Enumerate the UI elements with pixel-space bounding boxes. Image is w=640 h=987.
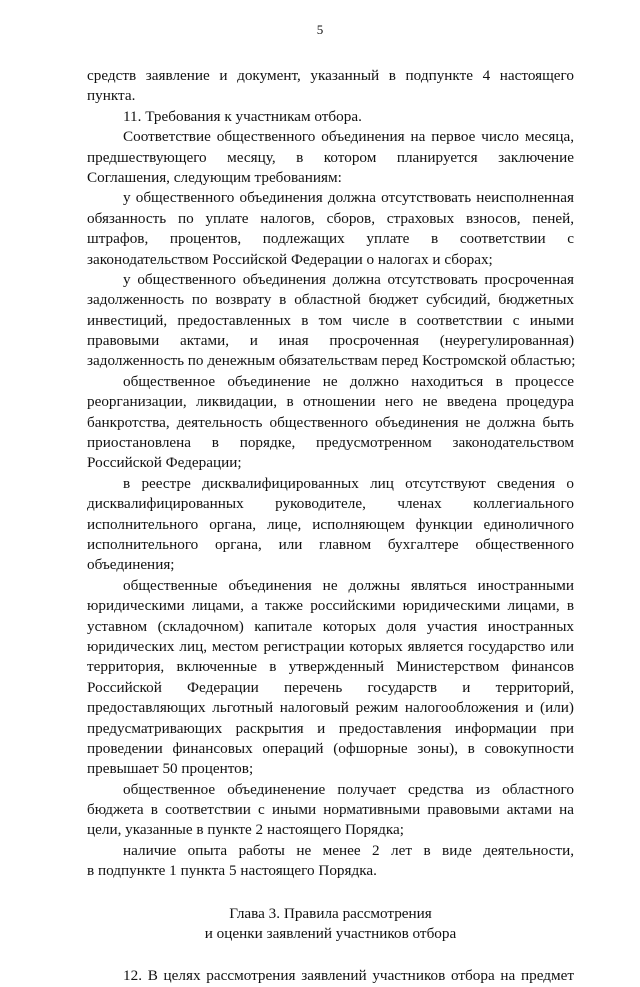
- paragraphs: [87, 66, 574, 882]
- text-line: юридических лиц, местом регистрации которых является государство или: [87, 637, 574, 655]
- text-line: Российской Федерации перечень государств и территорий,: [87, 678, 574, 696]
- text-line: Соответствие общественного объединения на первое число месяца,: [123, 128, 574, 146]
- text-line: средств заявление и документ, указанный в подпункте 4 настоящего: [87, 67, 574, 84]
- text-line: цели, указанные в пункте 2 настоящего Порядка;: [87, 821, 404, 839]
- text-line: предшествующего месяцу, в котором планируется заключение: [87, 148, 574, 166]
- text-line: задолженность по возврату в областной бюджет субсидий, бюджетных: [87, 291, 574, 309]
- text-line: приостановлена в порядке, предусмотренном законодательством: [87, 434, 574, 452]
- text-line: банкротства, деятельность общественного объединения не должна быть: [87, 413, 574, 431]
- text-line: у общественного объединения должна отсутствовать неисполненная: [123, 189, 574, 207]
- document-body: [87, 66, 574, 987]
- page-number: 5: [316, 22, 324, 37]
- text-line: бюджета в соответствии с иными нормативными правовыми актами на: [87, 801, 574, 819]
- text-line: общественные объединения не должны являться иностранными: [123, 576, 574, 594]
- text-line: законодательством Российской Федерации о налогах и сборах;: [87, 250, 493, 268]
- text-line: Соглашения, следующим требованиям:: [87, 168, 342, 186]
- text-line: обязанность по уплате налогов, сборов, страховых взносов, пеней,: [87, 209, 574, 227]
- chapter-heading-line1: Глава 3. Правила рассмотрения: [229, 904, 432, 922]
- text-line: предусматривающих раскрытия и предоставления информации при: [87, 719, 574, 737]
- text-line: территория, включенные в утвержденный Министерством финансов: [87, 658, 574, 676]
- text-line: уставном (складочном) капитале которых доля участия иностранных: [87, 617, 574, 635]
- text-line: Российской Федерации;: [87, 454, 242, 472]
- text-line: исполнительного органа, лице, исполняющем функции единоличного: [87, 515, 574, 533]
- text-line: в подпункте 1 пункта 5 настоящего Порядка.: [87, 862, 377, 880]
- text-line: инвестиций, предоставленных в том числе в соответствии с иными: [87, 311, 574, 329]
- spacer: [87, 944, 574, 966]
- text-line: наличие опыта работы не менее 2 лет в виде деятельности,: [123, 841, 574, 859]
- text-line: превышает 50 процентов;: [87, 760, 254, 778]
- chapter-heading-line2: и оценки заявлений участников отбора: [204, 925, 457, 943]
- text-line: объединения;: [87, 556, 175, 574]
- text-line: задолженность по денежным обязательствам перед Костромской областью;: [87, 352, 576, 370]
- text-line: юридическими лицами, а также российскими юридическими лицами, в: [87, 597, 574, 615]
- text-line: 12. В целях рассмотрения заявлений участников отбора на предмет: [123, 967, 574, 985]
- text-line: общественное объединение не должно находиться в процессе: [123, 372, 574, 390]
- text-line: предоставляющих льготный налоговый режим налогообложения и (или): [87, 699, 574, 717]
- text-line: в реестре дисквалифицированных лиц отсутствуют сведения о: [123, 474, 574, 492]
- text-line: у общественного объединения должна отсутствовать просроченная: [123, 270, 574, 288]
- spacer: [87, 882, 574, 904]
- text-line: штрафов, процентов, подлежащих уплате в соответствии с: [87, 230, 574, 248]
- text-line: правовыми актами, и иная просроченная (неурегулированная): [87, 332, 574, 350]
- text-line: проведении финансовых операций (офшорные зоны), в совокупности: [87, 739, 574, 757]
- text-line: пункта.: [87, 87, 136, 105]
- text-line: реорганизации, ликвидации, в отношении него не введена процедура: [87, 393, 574, 411]
- text-line: общественное объединенение получает средства из областного: [123, 780, 574, 798]
- text-line: 11. Требования к участникам отбора.: [123, 107, 362, 125]
- text-line: исполнительного органа, или главном бухгалтере общественного: [87, 535, 574, 553]
- text-line: дисквалифицированных руководителе, членах коллегиального: [87, 495, 574, 513]
